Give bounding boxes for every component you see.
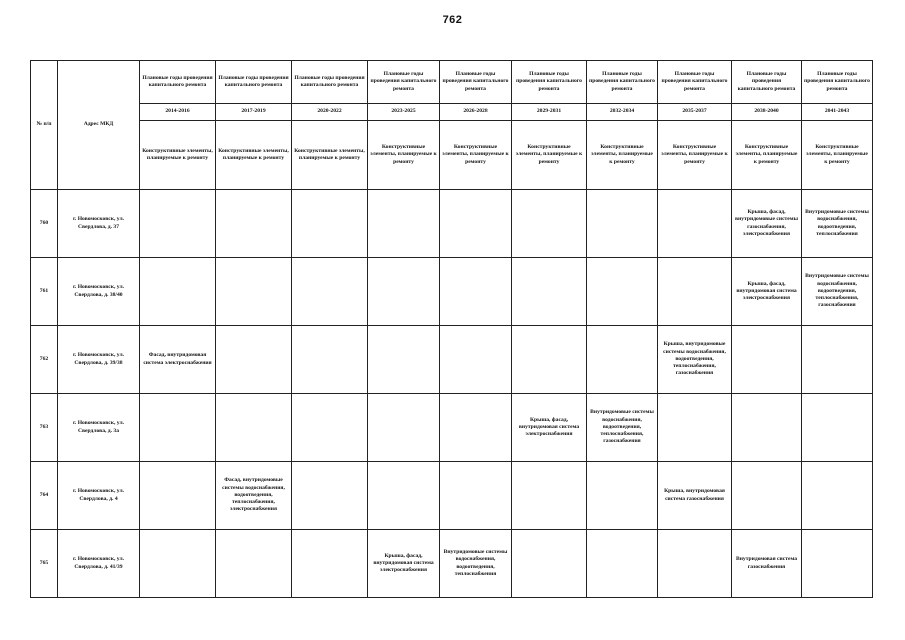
repair-elements-cell bbox=[292, 258, 368, 326]
num-header: № п/п bbox=[31, 61, 58, 190]
elements-header: Конструктивные элементы, планируемые к ремонту bbox=[368, 121, 440, 190]
repair-elements-cell: Внутридомовые системы водоснабжения, водоотведения, теплоснабжения, газоснабжения bbox=[587, 394, 658, 462]
period-header: 2020-2022 bbox=[292, 104, 368, 121]
period-header: 2041-2043 bbox=[802, 104, 873, 121]
table-row bbox=[31, 258, 873, 326]
period-header: 2014-2016 bbox=[140, 104, 216, 121]
repair-elements-cell bbox=[216, 190, 292, 258]
repair-elements-cell bbox=[440, 394, 512, 462]
period-header: 2029-2031 bbox=[512, 104, 587, 121]
table-row bbox=[31, 462, 873, 530]
repair-elements-cell: Крыша, внутридомовые системы водоснабжения, водоотведения, теплоснабжения, газоснабжения bbox=[658, 326, 732, 394]
repair-elements-cell bbox=[368, 394, 440, 462]
elements-header: Конструктивные элементы, планируемые к ремонту bbox=[658, 121, 732, 190]
repair-elements-cell: Крыша, фасад, внутридомовые системы газоснабжения, электроснабжения bbox=[732, 190, 802, 258]
repair-elements-cell bbox=[440, 258, 512, 326]
period-header: 2026-2028 bbox=[440, 104, 512, 121]
row-address: г. Новомосковск, ул. Свердлова, д. 3а bbox=[58, 394, 140, 462]
table-header bbox=[31, 61, 873, 190]
plan-years-header: Плановые годы проведения капитального ремонта bbox=[732, 61, 802, 104]
table-row bbox=[31, 394, 873, 462]
table-row bbox=[31, 190, 873, 258]
repair-elements-cell bbox=[440, 462, 512, 530]
period-header: 2023-2025 bbox=[368, 104, 440, 121]
table-row bbox=[31, 530, 873, 598]
repair-elements-cell bbox=[802, 530, 873, 598]
repair-elements-cell bbox=[292, 394, 368, 462]
elements-header: Конструктивные элементы, планируемые к ремонту bbox=[802, 121, 873, 190]
repair-elements-cell: Крыша, фасад, внутридомовая система электроснабжения bbox=[368, 530, 440, 598]
repair-elements-cell bbox=[440, 326, 512, 394]
repair-elements-cell bbox=[292, 530, 368, 598]
elements-header: Конструктивные элементы, планируемые к ремонту bbox=[140, 121, 216, 190]
elements-header: Конструктивные элементы, планируемые к ремонту bbox=[292, 121, 368, 190]
table-body bbox=[31, 190, 873, 598]
elements-header: Конструктивные элементы, планируемые к ремонту bbox=[440, 121, 512, 190]
repair-elements-cell bbox=[216, 258, 292, 326]
row-address: г. Новомосковск, ул. Свердлова, д. 4 bbox=[58, 462, 140, 530]
repair-elements-cell bbox=[140, 258, 216, 326]
repair-schedule-table bbox=[30, 60, 873, 598]
page-number: 762 bbox=[442, 14, 463, 26]
repair-elements-cell bbox=[658, 394, 732, 462]
repair-elements-cell bbox=[587, 326, 658, 394]
repair-elements-cell: Внутридомовые системы водоснабжения, водоотведения, теплоснабжения bbox=[440, 530, 512, 598]
elements-header: Конструктивные элементы, планируемые к ремонту bbox=[512, 121, 587, 190]
repair-elements-cell bbox=[140, 530, 216, 598]
period-header: 2038-2040 bbox=[732, 104, 802, 121]
plan-years-header: Плановые годы проведения капитального ремонта bbox=[658, 61, 732, 104]
repair-elements-cell bbox=[587, 190, 658, 258]
repair-elements-cell: Крыша, фасад, внутридомовая система электроснабжения bbox=[512, 394, 587, 462]
row-number: 761 bbox=[31, 258, 58, 326]
repair-elements-cell: Крыша, фасад, внутридомовая система электроснабжения bbox=[732, 258, 802, 326]
repair-elements-cell bbox=[368, 326, 440, 394]
row-address: г. Новомосковск, ул. Свердлова, д. 38/40 bbox=[58, 258, 140, 326]
row-number: 765 bbox=[31, 530, 58, 598]
repair-elements-cell bbox=[292, 462, 368, 530]
elements-header: Конструктивные элементы, планируемые к ремонту bbox=[732, 121, 802, 190]
repair-elements-cell bbox=[512, 258, 587, 326]
plan-years-header: Плановые годы проведения капитального ремонта bbox=[368, 61, 440, 104]
repair-elements-cell bbox=[216, 394, 292, 462]
plan-years-header: Плановые годы проведения капитального ремонта bbox=[440, 61, 512, 104]
repair-elements-cell bbox=[512, 190, 587, 258]
row-address: г. Новомосковск, ул. Свердлова, д. 39/38 bbox=[58, 326, 140, 394]
repair-elements-cell bbox=[216, 326, 292, 394]
repair-elements-cell bbox=[440, 190, 512, 258]
row-address: г. Новомосковск, ул. Свердлова, д. 37 bbox=[58, 190, 140, 258]
repair-elements-cell bbox=[732, 462, 802, 530]
repair-elements-cell bbox=[512, 326, 587, 394]
row-address: г. Новомосковск, ул. Свердлова, д. 41/39 bbox=[58, 530, 140, 598]
plan-years-header: Плановые годы проведения капитального ремонта bbox=[802, 61, 873, 104]
address-header: Адрес МКД bbox=[58, 61, 140, 190]
repair-elements-cell bbox=[368, 190, 440, 258]
repair-elements-cell bbox=[587, 530, 658, 598]
plan-years-header: Плановые годы проведения капитального ремонта bbox=[140, 61, 216, 104]
repair-elements-cell bbox=[292, 190, 368, 258]
repair-elements-cell bbox=[802, 462, 873, 530]
repair-elements-cell bbox=[658, 190, 732, 258]
repair-elements-cell bbox=[512, 462, 587, 530]
repair-elements-cell bbox=[587, 258, 658, 326]
repair-elements-cell bbox=[292, 326, 368, 394]
repair-elements-cell bbox=[802, 394, 873, 462]
repair-elements-cell bbox=[802, 326, 873, 394]
repair-elements-cell: Внутридомовые системы водоснабжения, водоотведения, теплоснабжения, газоснабжения bbox=[802, 258, 873, 326]
row-number: 762 bbox=[31, 326, 58, 394]
repair-elements-cell: Фасад, внутридомовые системы водоснабжения, водоотведения, теплоснабжения, электроснабжения bbox=[216, 462, 292, 530]
repair-elements-cell: Крыша, внутридомовая система газоснабжения bbox=[658, 462, 732, 530]
repair-elements-cell bbox=[512, 530, 587, 598]
repair-elements-cell bbox=[140, 190, 216, 258]
repair-elements-cell bbox=[368, 258, 440, 326]
repair-elements-cell: Фасад, внутридомовая система электроснабжения bbox=[140, 326, 216, 394]
repair-elements-cell bbox=[368, 462, 440, 530]
repair-elements-cell bbox=[658, 530, 732, 598]
repair-elements-cell bbox=[140, 462, 216, 530]
elements-header: Конструктивные элементы, планируемые к ремонту bbox=[587, 121, 658, 190]
repair-elements-cell bbox=[587, 462, 658, 530]
elements-header: Конструктивные элементы, планируемые к ремонту bbox=[216, 121, 292, 190]
period-header: 2035-2037 bbox=[658, 104, 732, 121]
row-number: 760 bbox=[31, 190, 58, 258]
plan-years-header: Плановые годы проведения капитального ремонта bbox=[512, 61, 587, 104]
repair-elements-cell: Внутридомовые системы водоснабжения, водоотведения, теплоснабжения bbox=[802, 190, 873, 258]
repair-elements-cell: Внутридомовая система газоснабжения bbox=[732, 530, 802, 598]
repair-elements-cell bbox=[658, 258, 732, 326]
plan-years-header: Плановые годы проведения капитального ремонта bbox=[216, 61, 292, 104]
period-header: 2032-2034 bbox=[587, 104, 658, 121]
table-row bbox=[31, 326, 873, 394]
repair-elements-cell bbox=[216, 530, 292, 598]
row-number: 763 bbox=[31, 394, 58, 462]
repair-elements-cell bbox=[732, 394, 802, 462]
repair-elements-cell bbox=[140, 394, 216, 462]
plan-years-header: Плановые годы проведения капитального ремонта bbox=[587, 61, 658, 104]
plan-years-header: Плановые годы проведения капитального ремонта bbox=[292, 61, 368, 104]
period-header: 2017-2019 bbox=[216, 104, 292, 121]
row-number: 764 bbox=[31, 462, 58, 530]
repair-elements-cell bbox=[732, 326, 802, 394]
